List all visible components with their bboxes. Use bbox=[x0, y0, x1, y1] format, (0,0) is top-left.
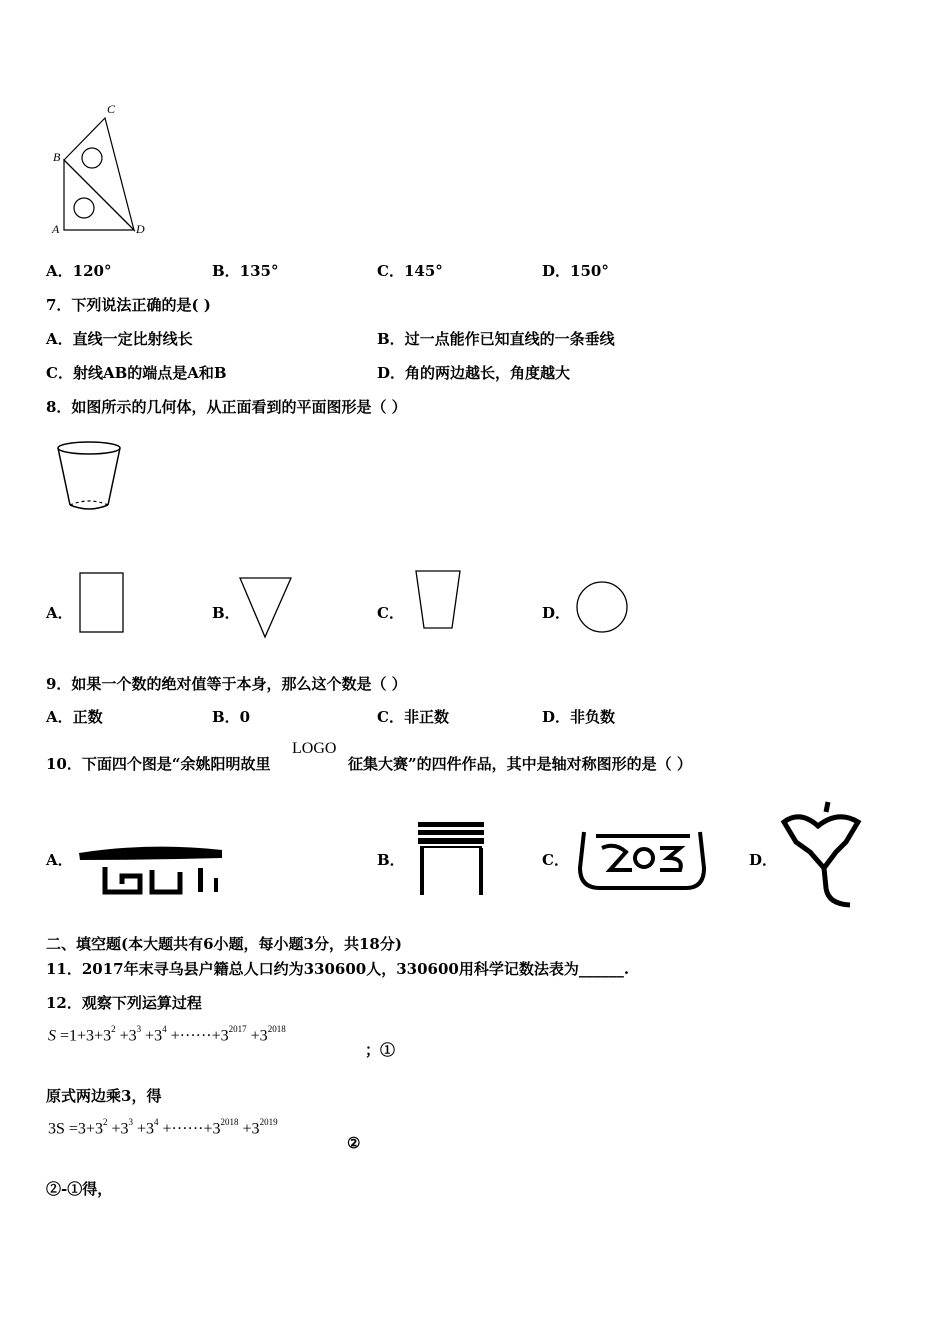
q12-last-line: ②-①得， bbox=[46, 1180, 113, 1198]
q10-option-c: C． bbox=[542, 851, 569, 869]
q9-option-b: B．0 bbox=[212, 708, 251, 726]
q12-eq1-tail: ；① bbox=[365, 1041, 396, 1059]
q7-option-a: A．直线一定比射线长 bbox=[46, 330, 193, 348]
q9-option-c: C．非正数 bbox=[377, 708, 449, 726]
q10-logo-word: LOGO bbox=[292, 740, 337, 757]
q10-stem-before: 10．下面四个图是“余姚阳明故里 bbox=[46, 755, 271, 773]
q12-mid-text: 原式两边乘3，得 bbox=[46, 1087, 162, 1105]
q8-option-c: C． bbox=[377, 604, 404, 622]
vertex-label-a: A bbox=[52, 222, 60, 236]
q8-option-a: A． bbox=[46, 604, 73, 622]
q6-option-c: C．145° bbox=[377, 262, 443, 280]
vertex-label-c: C bbox=[107, 102, 116, 116]
q10-stem-after: 征集大赛”的四件作品，其中是轴对称图形的是（ ） bbox=[348, 755, 692, 773]
q8-option-d: D． bbox=[542, 604, 571, 622]
q10-option-d: D． bbox=[749, 851, 778, 869]
q9-option-a: A．正数 bbox=[46, 708, 103, 726]
q6-option-a: A．120° bbox=[46, 262, 112, 280]
logo-b-icon bbox=[418, 822, 484, 895]
q12-stem: 12．观察下列运算过程 bbox=[46, 994, 202, 1012]
q6-option-d: D．150° bbox=[542, 262, 609, 280]
q9-option-d: D．非负数 bbox=[542, 708, 616, 726]
logo-a-icon bbox=[79, 847, 222, 892]
logo-d-icon bbox=[784, 802, 858, 905]
section2-heading: 二、填空题(本大题共有6小题，每小题3分，共18分) bbox=[46, 935, 402, 953]
q8-stem: 8．如图所示的几何体，从正面看到的平面图形是（ ） bbox=[46, 398, 407, 416]
q9-stem: 9．如果一个数的绝对值等于本身，那么这个数是（ ） bbox=[46, 675, 407, 693]
q7-option-d: D．角的两边越长，角度越大 bbox=[377, 364, 571, 382]
vertex-label-d: D bbox=[136, 222, 145, 236]
q10-option-b: B． bbox=[377, 851, 405, 869]
q12-equation-2: $3S =3+3^2 +3^3 +3^4 +\cdot\cdot\cdot\cdot\cdot\cdot+3^{2018} +3^{2019}$ bbox=[48, 1117, 278, 1138]
q10-option-a: A． bbox=[46, 851, 73, 869]
q7-option-b: B．过一点能作已知直线的一条垂线 bbox=[377, 330, 615, 348]
q12-equation-1: $S =1+3+3^2 +3^3 +3^4 +\cdot\cdot\cdot\cdot\cdot\cdot+3^{2017} +3^{2018}$ bbox=[48, 1024, 286, 1045]
logo-c-icon bbox=[580, 832, 704, 888]
q6-option-b: B．135° bbox=[212, 262, 279, 280]
q11-stem: 11．2017年末寻乌县户籍总人口约为330600人，330600用科学记数法表为______. bbox=[46, 960, 630, 978]
q12-eq2-tail: ② bbox=[347, 1134, 361, 1152]
q7-option-c: C．射线AB的端点是A和B bbox=[46, 364, 227, 382]
q8-option-b: B． bbox=[212, 604, 240, 622]
vertex-label-b: B bbox=[53, 150, 61, 164]
q7-stem: 7．下列说法正确的是( ) bbox=[46, 296, 211, 314]
